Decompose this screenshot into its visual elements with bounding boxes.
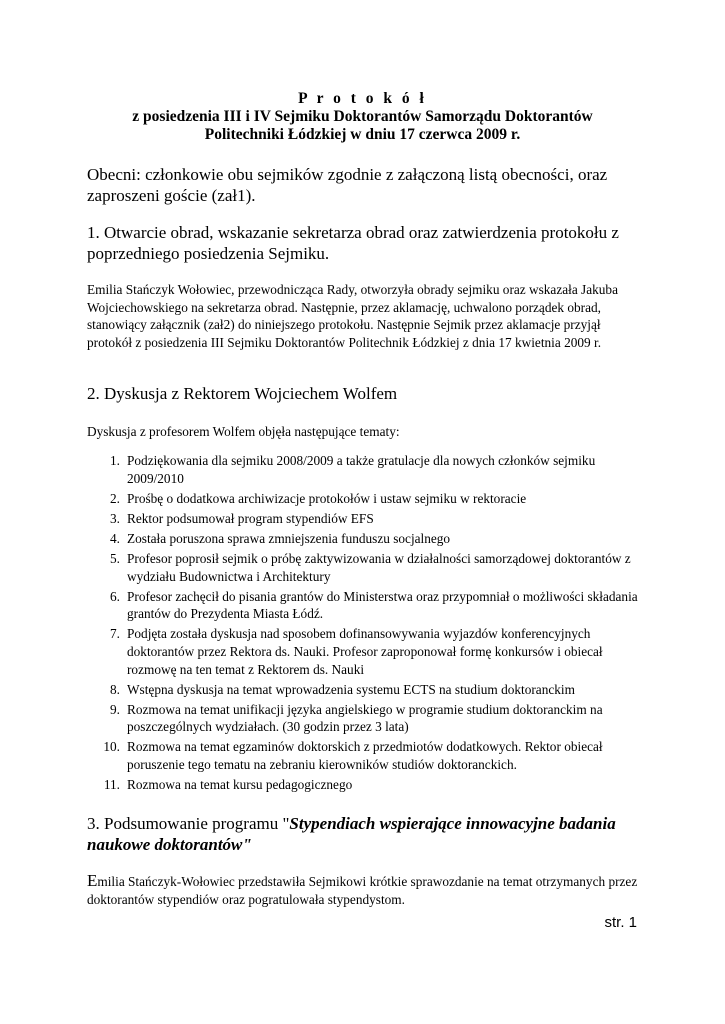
section1-text: Emilia Stańczyk Wołowiec, przewodnicząca Rady, otworzyła obrady sejmiku oraz wskazała Jakuba Wojciechowskiego na sekretarza obrad. Następnie, przez aklamację, uchwalono porządek obrad, stanowiący załącznik (zał2) do niniejszego protokołu. Następnie Sejmik przez aklamacje przyjął protokół z posiedzenia III Sejmiku Doktorantów Politechnik Łódzkiej z dnia 17 kwietnia 2009 r.	[87, 282, 618, 350]
list-item: Rozmowa na temat kursu pedagogicznego	[127, 777, 353, 793]
list-item: Rozmowa na temat egzaminów doktorskich z przedmiotów dodatkowych. Rektor obiecał poruszenie tego tematu na zebraniu kierowników studiów doktoranckich.	[127, 739, 603, 772]
list-item: Rozmowa na temat unifikacji języka angielskiego w programie studium doktoranckim na poszczególnych wydziałach. (30 godzin przez 3 lata)	[127, 701, 603, 735]
attendance-paragraph: Obecni: członkowie obu sejmików zgodnie z załączoną listą obecności, oraz zaproszeni goście (zał1).	[87, 165, 608, 205]
list-item: Została poruszona sprawa zmniejszenia funduszu socjalnego	[127, 530, 451, 546]
document-subtitle-line1: z posiedzenia III i IV Sejmiku Doktorantów Samorządu Doktorantów	[132, 108, 593, 125]
list-item: Profesor poprosił sejmik o próbę zaktywizowania w działalności samorządowej doktorantów z wydziału Budownictwa i Architektury	[127, 550, 631, 584]
list-item: Wstępna dyskusja na temat wprowadzenia systemu ECTS na studium doktoranckim	[127, 681, 575, 697]
section3-heading-prefix: 3. Podsumowanie programu "	[87, 814, 290, 833]
list-item: Podziękowania dla sejmiku 2008/2009 a także gratulacje dla nowych członków sejmiku 2009/2010	[127, 453, 596, 486]
section3-heading-italic: Stypendiach wspierające innowacyjne badania naukowe doktorantów"	[87, 814, 616, 854]
document-subtitle-line2: Politechniki Łódzkiej w dniu 17 czerwca 2009 r.	[204, 126, 521, 143]
section2-heading: 2. Dyskusja z Rektorem Wojciechem Wolfem	[87, 384, 398, 403]
list-item: Prośbę o dodatkowa archiwizacje protokołów i ustaw sejmiku w rektoracie	[127, 490, 527, 506]
list-item: Rektor podsumował program stypendiów EFS	[127, 510, 374, 526]
page-number: str. 1	[604, 914, 637, 931]
section2-intro: Dyskusja z profesorem Wolfem objęła następujące tematy:	[87, 424, 400, 439]
section3-text-body: milia Stańczyk-Wołowiec przedstawiła Sejmikowi krótkie sprawozdanie na temat otrzymanych przez doktorantów stypendiów oraz pogratulowała stypendystom.	[87, 874, 638, 907]
discussion-topics-list	[87, 452, 647, 796]
section3-text	[87, 872, 647, 908]
document-title-block	[60, 90, 665, 144]
list-item: Podjęta została dyskusja nad sposobem dofinansowywania wyjazdów konferencyjnych doktorantów przez Rektora ds. Nauki. Profesor zaproponował formę konkursów i obiecał rozmowę na ten temat z Rektorem ds. Nauki	[127, 626, 603, 677]
section3-text-initial: E	[87, 871, 98, 890]
section1-heading: 1. Otwarcie obrad, wskazanie sekretarza obrad oraz zatwierdzenia protokołu z poprzedniego posiedzenia Sejmiku.	[87, 223, 619, 263]
section3-heading	[87, 813, 647, 855]
list-item: Profesor zachęcił do pisania grantów do Ministerstwa oraz przypomniał o możliwości składania grantów do Prezydenta Miasta Łódź.	[127, 588, 638, 622]
document-title: P r o t o k ó ł	[298, 90, 427, 107]
